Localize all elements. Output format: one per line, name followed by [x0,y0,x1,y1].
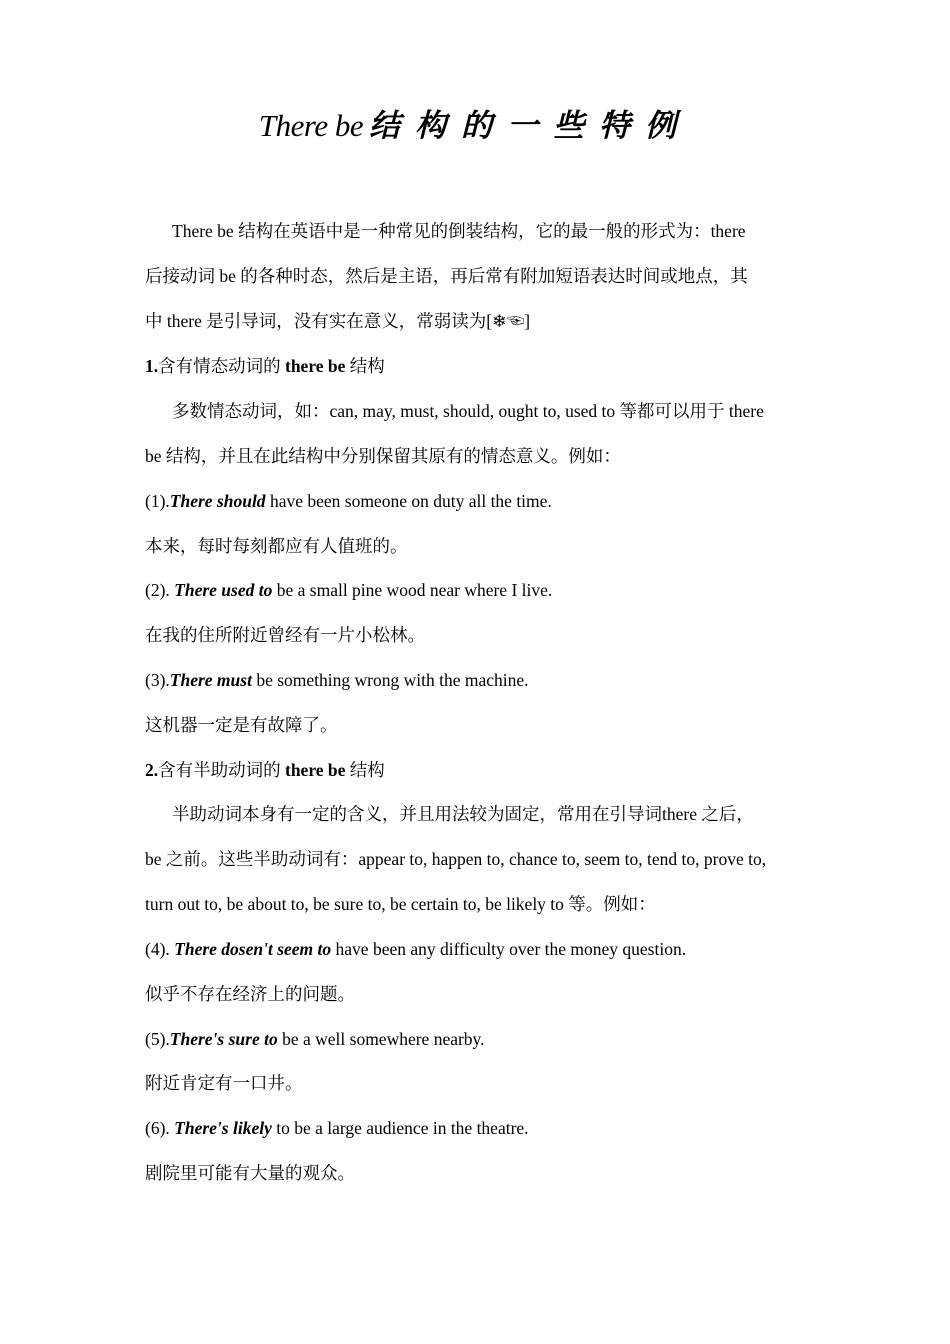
title-english: There be [258,108,364,143]
example-6-sentence: to be a large audience in the theatre. [271,1118,529,1138]
example-4-number: (4). [145,939,175,959]
example-5 [145,1026,815,1052]
section-2-desc-line-3: turn out to, be about to, be sure to, be certain to, be likely to 等。例如： [145,894,656,914]
section-2-heading-text: 含有半助动词的 [158,760,285,780]
section-2-number: 2. [145,760,159,780]
example-3-number: (3). [145,670,170,690]
example-5-sentence: be a well somewhere nearby. [277,1029,485,1049]
section-2-desc-line-1: 半助动词本身有一定的含义，并且用法较为固定，常用在引导词there 之后， [172,804,754,824]
document-title [0,104,950,148]
example-6-number: (6). [145,1118,175,1138]
example-3-phrase: There must [169,670,252,690]
example-2-number: (2). [145,580,175,600]
intro-line-3: 中 there 是引导词，没有实在意义，常弱读为[❄☜] [145,311,531,331]
section-1-heading-suffix: 结构 [345,356,385,376]
section-1-heading-bold: there be [285,356,346,376]
intro-line-1: There be 结构在英语中是一种常见的倒装结构，它的最一般的形式为：there [172,221,746,241]
section-1-desc-line-2: be 结构，并且在此结构中分别保留其原有的情态意义。例如： [145,446,621,466]
intro-line-2: 后接动词 be 的各种时态，然后是主语，再后常有附加短语表达时间或地点，其 [145,266,748,286]
example-3-sentence: be something wrong with the machine. [251,670,529,690]
example-2-sentence: be a small pine wood near where I live. [272,580,553,600]
section-1-heading [145,353,815,379]
example-3-translation: 这机器一定是有故障了。 [145,715,338,735]
example-6 [145,1115,815,1141]
example-6-phrase: There's likely [174,1118,272,1138]
example-6-translation: 剧院里可能有大量的观众。 [145,1163,355,1183]
example-4 [145,936,815,962]
example-5-translation: 附近肯定有一口井。 [145,1073,303,1093]
section-2-heading-bold: there be [285,760,346,780]
example-1-phrase: There should [169,491,266,511]
title-chinese: 结构的一些特例 [369,108,692,143]
example-5-number: (5). [145,1029,170,1049]
example-4-sentence: have been any difficulty over the money question. [331,939,687,959]
section-2-heading-suffix: 结构 [345,760,385,780]
example-5-phrase: There's sure to [169,1029,278,1049]
example-2-translation: 在我的住所附近曾经有一片小松林。 [145,625,425,645]
example-3 [145,667,815,693]
section-1-heading-text: 含有情态动词的 [158,356,285,376]
section-2-desc-line-2: be 之前。这些半助动词有：appear to, happen to, chance to, seem to, tend to, prove to, [145,849,767,869]
section-2-heading [145,757,815,783]
example-4-translation: 似乎不存在经济上的问题。 [145,984,355,1004]
example-1 [145,488,815,514]
example-1-sentence: have been someone on duty all the time. [265,491,552,511]
example-2 [145,577,815,603]
example-1-number: (1). [145,491,170,511]
example-2-phrase: There used to [174,580,273,600]
example-1-translation: 本来，每时每刻都应有人值班的。 [145,536,408,556]
section-1-number: 1. [145,356,159,376]
section-1-desc-line-1: 多数情态动词，如：can, may, must, should, ought to, used to 等都可以用于 there [172,401,764,421]
example-4-phrase: There dosen't seem to [174,939,332,959]
